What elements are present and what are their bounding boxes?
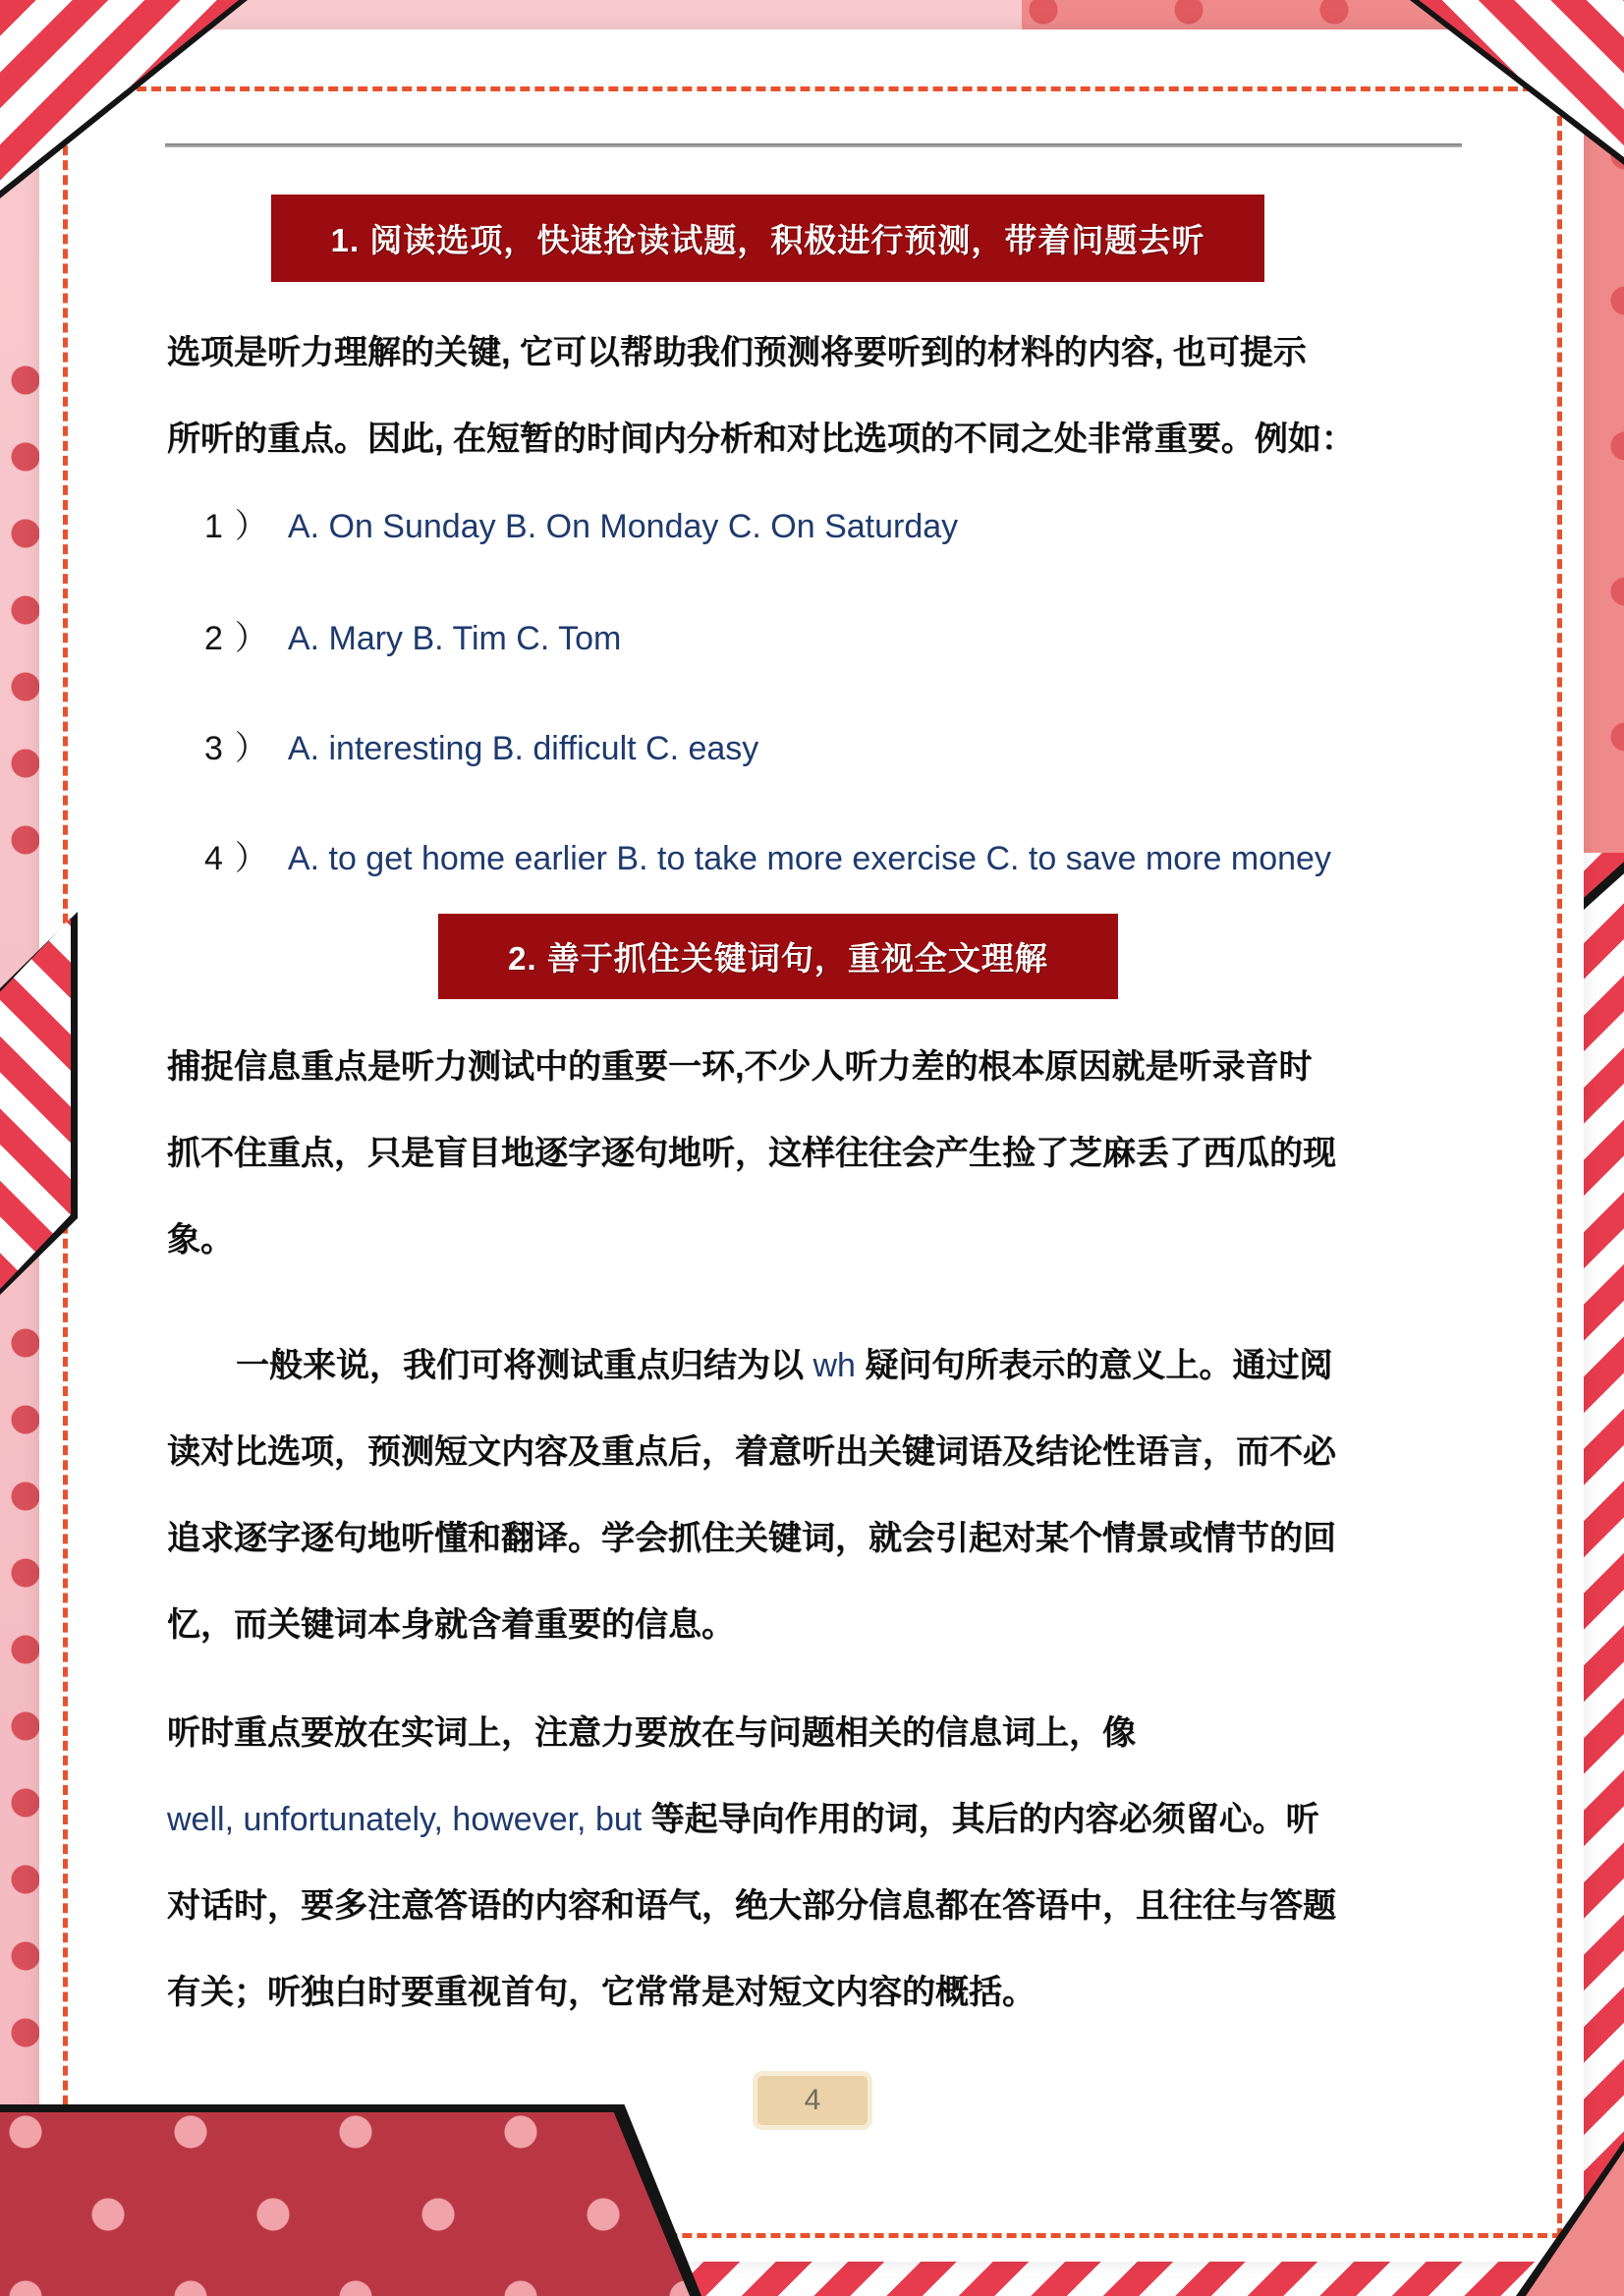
option-paren: ） [234, 508, 268, 545]
paragraph-line: 捕捉信息重点是听力测试中的重要一环,不少人听力差的根本原因就是听录音时 [167, 1048, 1313, 1086]
divider-line [165, 143, 1462, 147]
paragraph-line [167, 1798, 1319, 1841]
option-paren: ） [234, 620, 268, 657]
paragraph-line: 听时重点要放在实词上，注意力要放在与问题相关的信息词上，像 [167, 1714, 1136, 1752]
option-number: 1 [204, 508, 223, 545]
text-segment: 一般来说，我们可将测试重点归结为以 [236, 1347, 813, 1384]
text-segment: 疑问句所表示的意义上。通过阅 [855, 1347, 1333, 1384]
option-choices: A. to get home earlier B. to take more exercise C. to save more money [287, 840, 1331, 877]
section-1-heading: 1. 阅读选项，快速抢读试题，积极进行预测，带着问题去听 [271, 195, 1264, 282]
option-paren: ） [234, 730, 268, 767]
text-segment: 等起导向作用的词，其后的内容必须留心。听 [642, 1801, 1319, 1838]
option-number: 3 [204, 730, 223, 767]
paragraph-line: 忆，而关键词本身就含着重要的信息。 [167, 1606, 735, 1644]
section-2-heading: 2. 善于抓住关键词句，重视全文理解 [438, 914, 1118, 999]
paragraph-line: 选项是听力理解的关键, 它可以帮助我们预测将要听到的材料的内容, 也可提示 [167, 334, 1307, 371]
option-row [204, 727, 758, 770]
keyword-signal-words: well, unfortunately, however, but [167, 1801, 643, 1838]
paragraph-line: 抓不住重点，只是盲目地逐字逐句地听，这样往往会产生捡了芝麻丢了西瓜的现 [167, 1135, 1336, 1172]
paragraph-line: 所听的重点。因此, 在短暂的时间内分析和对比选项的不同之处非常重要。例如： [167, 420, 1355, 458]
paragraph-line [236, 1344, 1332, 1387]
paragraph-line: 追求逐字逐句地听懂和翻译。学会抓住关键词，就会引起对某个情景或情节的回 [167, 1520, 1336, 1557]
paragraph-line: 有关；听独白时要重视首句，它常常是对短文内容的概括。 [167, 1974, 1036, 2011]
option-number: 2 [204, 620, 223, 657]
page-number-badge: 4 [753, 2071, 872, 2130]
keyword-wh: wh [812, 1347, 856, 1384]
deco-bottomleft-dotted-block [0, 2112, 690, 2296]
option-choices: A. On Sunday B. On Monday C. On Saturday [287, 508, 959, 545]
option-row [204, 617, 621, 660]
paragraph-line: 象。 [167, 1221, 234, 1259]
option-number: 4 [204, 840, 223, 877]
option-choices: A. Mary B. Tim C. Tom [287, 620, 622, 657]
option-row [204, 837, 1331, 880]
paragraph-line: 读对比选项，预测短文内容及重点后，着意听出关键词语及结论性语言，而不必 [167, 1433, 1336, 1471]
option-row [204, 505, 958, 548]
option-choices: A. interesting B. difficult C. easy [287, 730, 759, 767]
option-paren: ） [234, 840, 268, 877]
paragraph-line: 对话时，要多注意答语的内容和语气，绝大部分信息都在答语中，且往往与答题 [167, 1887, 1336, 1925]
